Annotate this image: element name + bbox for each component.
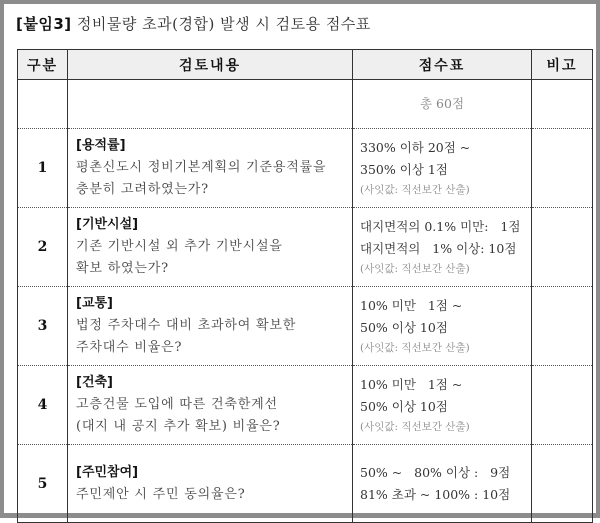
score-line: 330% 이하 20점 ~ (360, 140, 471, 155)
score-line: 대지면적의 1% 이상: 10점 (360, 241, 517, 256)
score-note: (사잇값: 직선보간 산출) (360, 342, 470, 354)
score-line: 50% 이상 10점 (360, 320, 448, 335)
row-content (68, 445, 353, 523)
row-no: 4 (18, 366, 68, 445)
row-remark (532, 208, 593, 287)
row-content (68, 287, 353, 366)
row-question-line: 기존 기반시설 외 추가 기반시설을 (76, 239, 283, 254)
row-question-line: 평촌신도시 정비기본계획의 기준용적률을 (76, 160, 327, 175)
table-row (18, 208, 593, 287)
row-content (68, 366, 353, 445)
total-remark (532, 80, 593, 129)
row-category: [주민참여] (76, 464, 139, 480)
row-category: [기반시설] (76, 217, 139, 232)
score-line: 50% ~ 80% 이상 : 9점 (360, 464, 511, 480)
row-category: [용적률] (76, 138, 126, 153)
score-line: 10% 미만 1점 ~ (360, 377, 463, 392)
score-note: (사잇값: 직선보간 산출) (360, 421, 470, 433)
row-question-line: (대지 내 공지 추가 확보) 비율은? (76, 419, 281, 434)
attachment-tag: [붙임3] (16, 15, 72, 33)
header-content: 검토내용 (68, 50, 353, 80)
row-content (68, 129, 353, 208)
row-no: 1 (18, 129, 68, 208)
score-line: 대지면적의 0.1% 미만: 1점 (360, 219, 521, 234)
score-line: 350% 이상 1점 (360, 162, 448, 177)
header-row (18, 50, 593, 80)
score-table (17, 49, 593, 523)
score-line: 81% 초과 ~ 100% : 10점 (360, 486, 511, 502)
total-no-cell (18, 80, 68, 129)
row-score (353, 287, 532, 366)
row-remark (532, 366, 593, 445)
score-note: (사잇값: 직선보간 산출) (360, 263, 470, 275)
row-question-line: 법정 주차대수 대비 초과하여 확보한 (76, 318, 297, 333)
total-content-cell (68, 80, 353, 129)
header-remark: 비고 (532, 50, 593, 80)
document-title (16, 13, 371, 34)
row-question-line: 주차대수 비율은? (76, 340, 183, 355)
row-question-line: 충분히 고려하였는가? (76, 182, 209, 197)
score-line: 50% 이상 10점 (360, 399, 448, 414)
row-question-line: 주민제안 시 주민 동의율은? (76, 486, 246, 502)
table-row (18, 287, 593, 366)
header-no: 구분 (18, 50, 68, 80)
row-content (68, 208, 353, 287)
score-line: 10% 미만 1점 ~ (360, 298, 463, 313)
row-score (353, 445, 532, 523)
row-category: [교통] (76, 296, 113, 311)
row-question-line: 확보 하였는가? (76, 261, 169, 276)
row-category: [건축] (76, 375, 113, 390)
total-row (18, 80, 593, 129)
row-question-line: 고층건물 도입에 따른 건축한계선 (76, 397, 278, 412)
table-row (18, 129, 593, 208)
score-note: (사잇값: 직선보간 산출) (360, 184, 470, 196)
row-score (353, 208, 532, 287)
row-score (353, 366, 532, 445)
table-row (18, 445, 593, 523)
row-no: 2 (18, 208, 68, 287)
row-remark (532, 445, 593, 523)
table-row (18, 366, 593, 445)
total-score: 총 60점 (353, 80, 532, 129)
row-no: 3 (18, 287, 68, 366)
row-remark (532, 287, 593, 366)
row-no: 5 (37, 475, 48, 492)
title-text: 정비물량 초과(경합) 발생 시 검토용 점수표 (76, 15, 371, 33)
row-remark (532, 129, 593, 208)
header-score: 점수표 (353, 50, 532, 80)
row-score (353, 129, 532, 208)
